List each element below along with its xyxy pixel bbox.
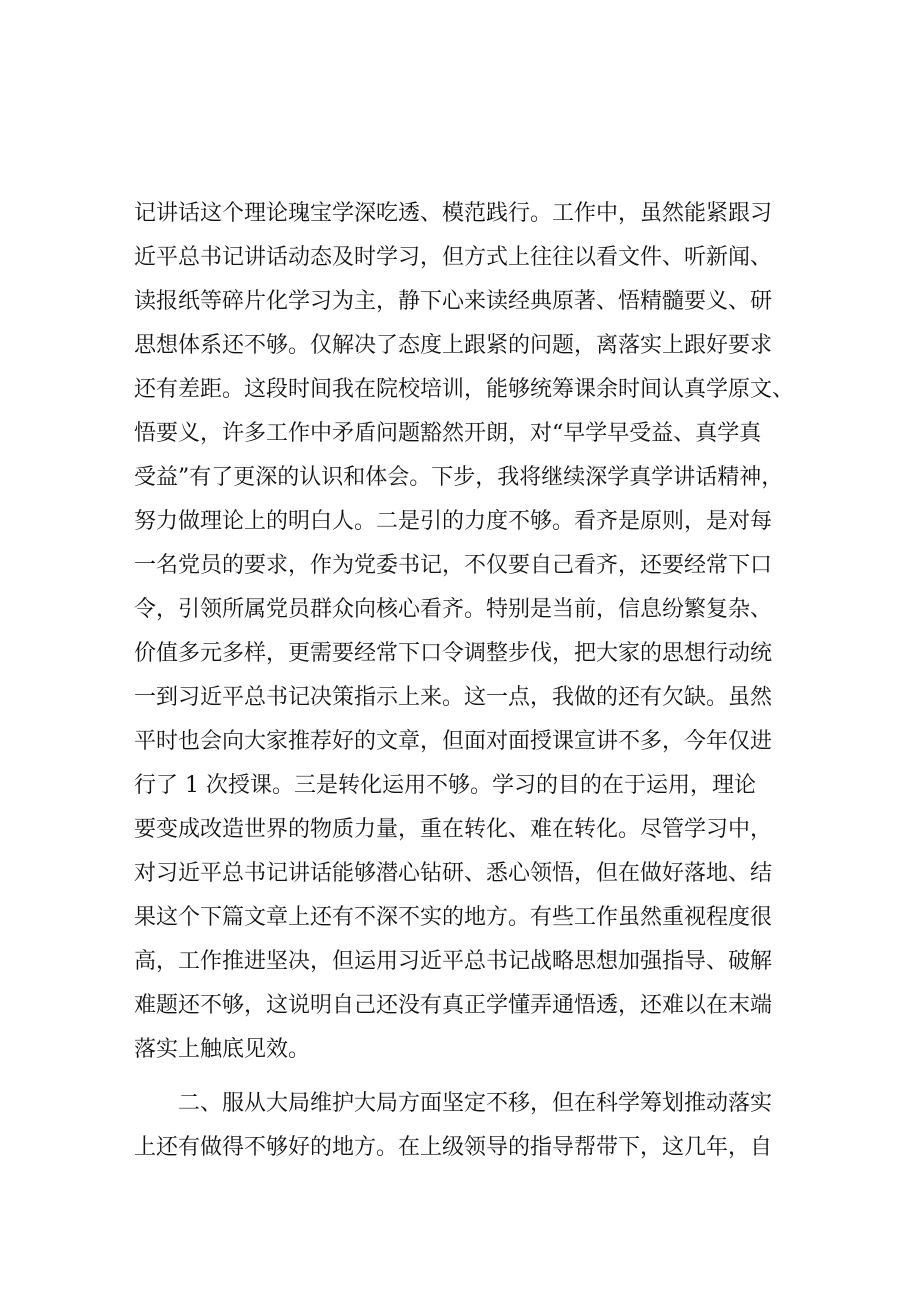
body-line: 落实上触底见效。 [134, 1037, 311, 1062]
body-line: 记讲话这个理论瑰宝学深吃透、模范践行。工作中，虽然能紧跟习 [134, 201, 773, 226]
body-line: 受益”有了更深的认识和体会。下步，我将继续深学真学讲话精神， [134, 465, 784, 490]
section-heading-line: 二、服从大局维护大局方面坚定不移，但在科学筹划推动落实 [178, 1091, 773, 1116]
body-line: 对习近平总书记讲话能够潜心钻研、悉心领悟，但在做好落地、结 [134, 861, 773, 886]
body-line: 上还有做得不够好的地方。在上级领导的指导帮带下，这几年，自 [134, 1135, 773, 1160]
body-line: 行了 1 次授课。三是转化运用不够。学习的目的在于运用，理论 [134, 773, 756, 798]
body-line: 悟要义，许多工作中矛盾问题豁然开朗，对“早学早受益、真学真 [134, 421, 762, 446]
body-line: 读报纸等碎片化学习为主，静下心来读经典原著、悟精髓要义、研 [134, 289, 773, 314]
body-line: 果这个下篇文章上还有不深不实的地方。有些工作虽然重视程度很 [134, 905, 773, 930]
body-line: 思想体系还不够。仅解决了态度上跟紧的问题，离落实上跟好要求 [134, 333, 773, 358]
document-body [134, 192, 814, 1170]
body-line: 价值多元多样，更需要经常下口令调整步伐，把大家的思想行动统 [134, 641, 773, 666]
body-line: 高，工作推进坚决，但运用习近平总书记战略思想加强指导、破解 [134, 949, 773, 974]
body-line: 还有差距。这段时间我在院校培训，能够统筹课余时间认真学原文、 [134, 377, 795, 402]
body-line: 难题还不够，这说明自己还没有真正学懂弄通悟透，还难以在末端 [134, 993, 773, 1018]
body-line: 近平总书记讲话动态及时学习，但方式上往往以看文件、听新闻、 [134, 245, 773, 270]
body-line: 一名党员的要求，作为党委书记，不仅要自己看齐，还要经常下口 [134, 553, 773, 578]
body-line: 努力做理论上的明白人。二是引的力度不够。看齐是原则，是对每 [134, 509, 773, 534]
body-line: 一到习近平总书记决策指示上来。这一点，我做的还有欠缺。虽然 [134, 685, 773, 710]
body-line: 要变成改造世界的物质力量，重在转化、难在转化。尽管学习中， [134, 817, 773, 842]
body-line: 平时也会向大家推荐好的文章，但面对面授课宣讲不多，今年仅进 [134, 729, 773, 754]
paragraph-gap [134, 1072, 814, 1082]
body-line: 令，引领所属党员群众向核心看齐。特别是当前，信息纷繁复杂、 [134, 597, 773, 622]
